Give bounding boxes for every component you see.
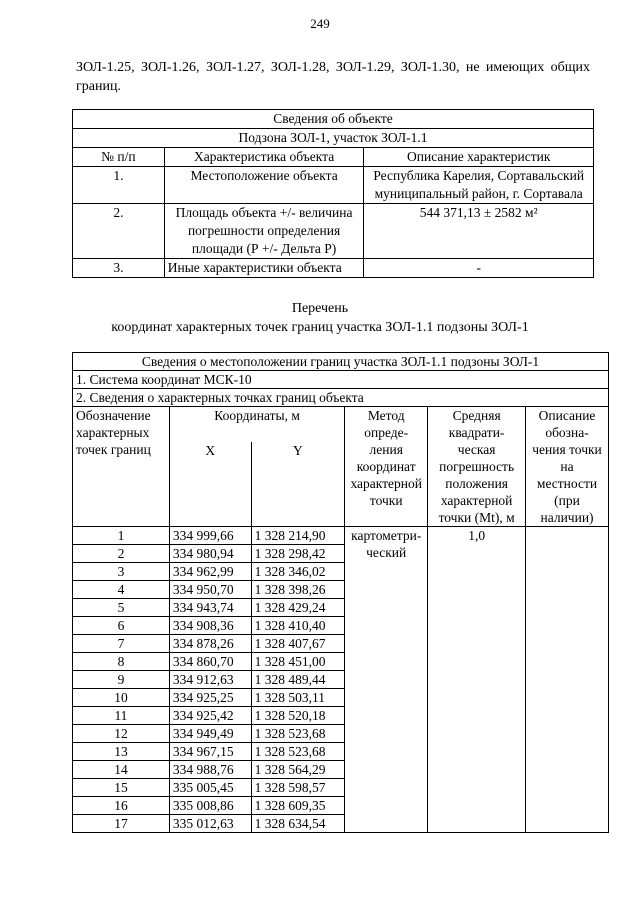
row-description: Республика Карелия, Сортавальский муниципальный район, г. Сортавала (364, 167, 594, 204)
row-number: 1. (73, 167, 165, 204)
coord-x: 334 908,36 (169, 617, 251, 635)
method-value: картометри-ческий (345, 527, 428, 833)
coord-y: 1 328 451,00 (251, 653, 345, 671)
point-number: 6 (73, 617, 170, 635)
object-row (73, 167, 594, 204)
coord-x: 334 912,63 (169, 671, 251, 689)
coord-x: 334 950,70 (169, 581, 251, 599)
coord-x: 335 008,86 (169, 797, 251, 815)
point-number: 11 (73, 707, 170, 725)
point-number: 9 (73, 671, 170, 689)
coord-y: 1 328 598,57 (251, 779, 345, 797)
point-number: 8 (73, 653, 170, 671)
header-point-description: Описание обозна-чения точки на местности (при наличии) (526, 407, 609, 527)
coord-y: 1 328 634,54 (251, 815, 345, 833)
row-characteristic: Иные характеристики объекта (164, 259, 364, 278)
row-description: - (364, 259, 594, 278)
row-number: 2. (73, 204, 165, 259)
coord-x: 334 988,76 (169, 761, 251, 779)
point-number: 1 (73, 527, 170, 545)
point-number: 17 (73, 815, 170, 833)
coord-x: 334 980,94 (169, 545, 251, 563)
point-number: 5 (73, 599, 170, 617)
object-row (73, 204, 594, 259)
row-characteristic: Местоположение объекта (164, 167, 364, 204)
point-number: 16 (73, 797, 170, 815)
coord-y: 1 328 489,44 (251, 671, 345, 689)
coord-y: 1 328 609,35 (251, 797, 345, 815)
coord-x: 335 012,63 (169, 815, 251, 833)
row-description: 544 371,13 ± 2582 м² (364, 204, 594, 259)
header-point-designation: Обозначение характерных точек границ (73, 407, 170, 527)
object-table-title: Сведения об объекте (73, 110, 594, 129)
row-number: 3. (73, 259, 165, 278)
coord-x: 334 967,15 (169, 743, 251, 761)
coord-y: 1 328 520,18 (251, 707, 345, 725)
intro-paragraph: ЗОЛ-1.25, ЗОЛ-1.26, ЗОЛ-1.27, ЗОЛ-1.28, ЗОЛ-1.29, ЗОЛ-1.30, не имеющих общих границ. (76, 60, 590, 94)
point-number: 4 (73, 581, 170, 599)
coord-y: 1 328 298,42 (251, 545, 345, 563)
coord-table-title: Сведения о местоположении границ участка ЗОЛ-1.1 подзоны ЗОЛ-1 (73, 353, 609, 371)
coord-y: 1 328 523,68 (251, 725, 345, 743)
coord-y: 1 328 564,29 (251, 761, 345, 779)
list-heading (0, 299, 640, 337)
header-method: Метод опреде-ления координат характерной точки (345, 407, 428, 527)
coord-y: 1 328 429,24 (251, 599, 345, 617)
coord-y: 1 328 523,68 (251, 743, 345, 761)
coord-x: 335 005,45 (169, 779, 251, 797)
coord-y: 1 328 214,90 (251, 527, 345, 545)
coord-y: 1 328 346,02 (251, 563, 345, 581)
list-heading-line2: координат характерных точек границ участка ЗОЛ-1.1 подзоны ЗОЛ-1 (111, 320, 529, 335)
header-y: Y (251, 442, 345, 527)
point-number: 14 (73, 761, 170, 779)
coord-x: 334 943,74 (169, 599, 251, 617)
coord-x: 334 925,25 (169, 689, 251, 707)
coord-y: 1 328 407,67 (251, 635, 345, 653)
point-number: 13 (73, 743, 170, 761)
point-number: 10 (73, 689, 170, 707)
coord-section: 2. Сведения о характерных точках границ объекта (73, 389, 609, 407)
point-description-empty (526, 527, 609, 833)
coord-y: 1 328 503,11 (251, 689, 345, 707)
header-accuracy: Средняя квадрати-ческая погрешность положения характерной точки (Mt), м (428, 407, 526, 527)
coord-y: 1 328 410,40 (251, 617, 345, 635)
header-x: X (169, 442, 251, 527)
coord-x: 334 860,70 (169, 653, 251, 671)
header-characteristic: Характеристика объекта (164, 148, 364, 167)
coord-x: 334 878,26 (169, 635, 251, 653)
header-coordinates: Координаты, м (169, 407, 344, 443)
row-characteristic: Площадь объекта +/- величина погрешности определения площади (Р +/- Дельта Р) (164, 204, 364, 259)
point-number: 12 (73, 725, 170, 743)
coordinates-table (72, 352, 609, 833)
object-info-table (72, 109, 594, 278)
header-number: № п/п (73, 148, 165, 167)
point-number: 2 (73, 545, 170, 563)
coord-x: 334 999,66 (169, 527, 251, 545)
coord-x: 334 925,42 (169, 707, 251, 725)
accuracy-value: 1,0 (428, 527, 526, 833)
coord-system: 1. Система координат МСК-10 (73, 371, 609, 389)
point-number: 3 (73, 563, 170, 581)
page-number: 249 (310, 16, 330, 31)
coord-x: 334 949,49 (169, 725, 251, 743)
table-row (73, 527, 609, 545)
coord-x: 334 962,99 (169, 563, 251, 581)
object-row (73, 259, 594, 278)
list-heading-line1: Перечень (291, 301, 349, 316)
point-number: 7 (73, 635, 170, 653)
object-table-subtitle: Подзона ЗОЛ-1, участок ЗОЛ-1.1 (73, 129, 594, 148)
header-description: Описание характеристик (364, 148, 594, 167)
coord-y: 1 328 398,26 (251, 581, 345, 599)
point-number: 15 (73, 779, 170, 797)
